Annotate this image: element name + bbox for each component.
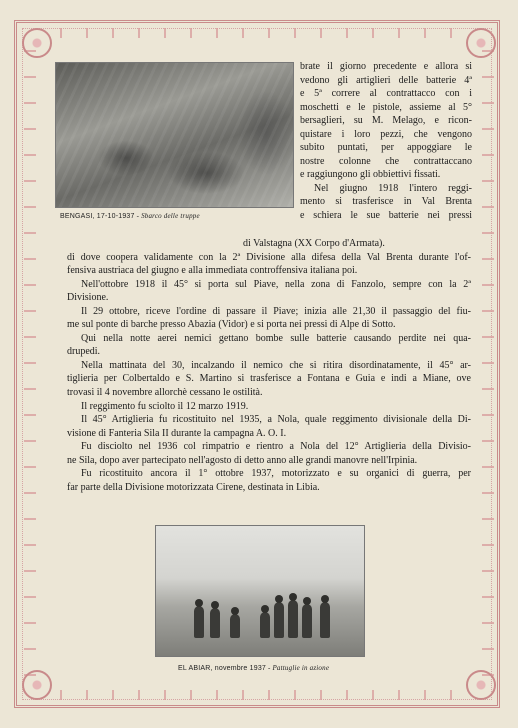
soldier-figure xyxy=(260,612,270,638)
text-line: Il 45° Artiglieria fu ricostituito nel 1935, a Nola, quale reggimento divisionale della Di- xyxy=(81,414,471,426)
caption-title: Sbarco delle truppe xyxy=(141,212,200,220)
caption-place-date: BENGASI, 17-10-1937 xyxy=(60,213,135,220)
text-line: Divisione. xyxy=(67,292,109,304)
text-line: fensiva austriaca del giugno e alla immediata controffensiva italiana poi. xyxy=(67,265,358,277)
side-column-text xyxy=(300,60,472,223)
text-line: subito puntati, per appoggiare le xyxy=(300,142,472,154)
photo-caption-top xyxy=(60,212,200,220)
border-ornament-bottom xyxy=(50,690,468,700)
text-line: bersaglieri, su M. Melago, e ricon- xyxy=(300,115,472,127)
soldier-figure xyxy=(288,600,298,638)
soldier-figure xyxy=(320,602,330,638)
text-line: drupedi. xyxy=(67,346,101,358)
body-text xyxy=(67,237,471,494)
text-line: Fu ricostituito ancora il 1° ottobre 1937, motorizzato e su organici di guerra, per xyxy=(81,468,471,480)
text-line: Il reggimento fu sciolto il 12 marzo 1919. xyxy=(81,400,249,412)
border-ornament-left xyxy=(24,40,36,688)
soldier-figure xyxy=(194,606,204,638)
text-line: e raggiungono gli obbiettivi fissati. xyxy=(300,169,441,181)
text-line: Nell'ottobre 1918 il 45° si porta sul Piave, nella zona di Fanzolo, sempre con la 2ª xyxy=(81,278,471,290)
text-line: Fu disciolto nel 1936 col rimpatrio e rientro a Nola del 12° Artiglieria della Divisio- xyxy=(81,441,471,453)
text-line: Il 29 ottobre, riceve l'ordine di passare il Piave; inizia alle 21,30 il passaggio del fiu- xyxy=(81,305,471,317)
text-line: di Valstagna (XX Corpo d'Armata). xyxy=(243,238,385,249)
troop-landing-photo xyxy=(55,62,294,208)
border-ornament-right xyxy=(482,40,494,688)
border-ornament-top xyxy=(50,28,468,38)
soldier-figure xyxy=(230,614,240,638)
text-line: e 5ª correre al contrattacco con i xyxy=(300,88,472,100)
text-line: e schiera le sue batterie nei pressi xyxy=(300,210,472,222)
caption-place-date: EL ABIAR, novembre 1937 xyxy=(178,665,267,672)
corner-ornament xyxy=(466,28,496,58)
text-line: trovasi il 4 novembre allorchè cessano le ostilità. xyxy=(67,387,263,399)
patrol-action-photo xyxy=(155,525,365,657)
text-line: quistare i loro pezzi, che vengono xyxy=(300,128,472,140)
soldier-figure xyxy=(274,602,284,638)
text-line: Nella mattinata del 30, incalzando il nemico che si ritira disordinatamente, il 45° ar- xyxy=(81,359,471,371)
text-line: visione di Fanteria Sila II durante la campagna A. O. I. xyxy=(67,427,287,439)
corner-ornament xyxy=(22,670,52,700)
text-line: ne Sila, dopo aver partecipato nell'agosto di detto anno alle grandi manovre nell'Irpinia. xyxy=(67,454,418,466)
soldier-figure xyxy=(210,608,220,638)
text-line: me sul ponte di barche presso Abazia (Vidor) e si porta nei pressi di Alpe di Sotto. xyxy=(67,319,396,331)
text-line: brate il giorno precedente e allora si xyxy=(300,61,472,72)
text-line: moschetti e le pistole, assieme al 5° xyxy=(300,101,472,113)
corner-ornament xyxy=(22,28,52,58)
caption-separator: - xyxy=(134,212,142,220)
photo-caption-bottom xyxy=(178,664,329,672)
corner-ornament xyxy=(466,670,496,700)
text-line: mento si trasferisce in Val Brenta xyxy=(300,196,472,208)
text-line: tiglieria per Colbertaldo e S. Martino si trasferisce a Fontana e Guia e indi a Miane, ove xyxy=(67,373,471,385)
text-line: nostre colonne che contrattaccano xyxy=(300,155,472,167)
text-line: di dove coopera validamente con la 2ª Divisione alla difesa della Val Brenta durante l'of- xyxy=(67,251,471,263)
text-line: vedono gli artiglieri delle batterie 4ª xyxy=(300,74,472,86)
caption-separator: - xyxy=(266,664,273,672)
caption-title: Pattuglie in azione xyxy=(272,664,330,672)
text-line: Nel giugno 1918 l'intero reggi- xyxy=(314,182,472,194)
text-line: Qui nella notte aerei nemici gettano bombe sulle batterie causando perdite nei qua- xyxy=(81,332,471,344)
soldier-figure xyxy=(302,604,312,638)
text-line: far parte della Divisione motorizzata Cirene, destinata in Libia. xyxy=(67,481,320,493)
